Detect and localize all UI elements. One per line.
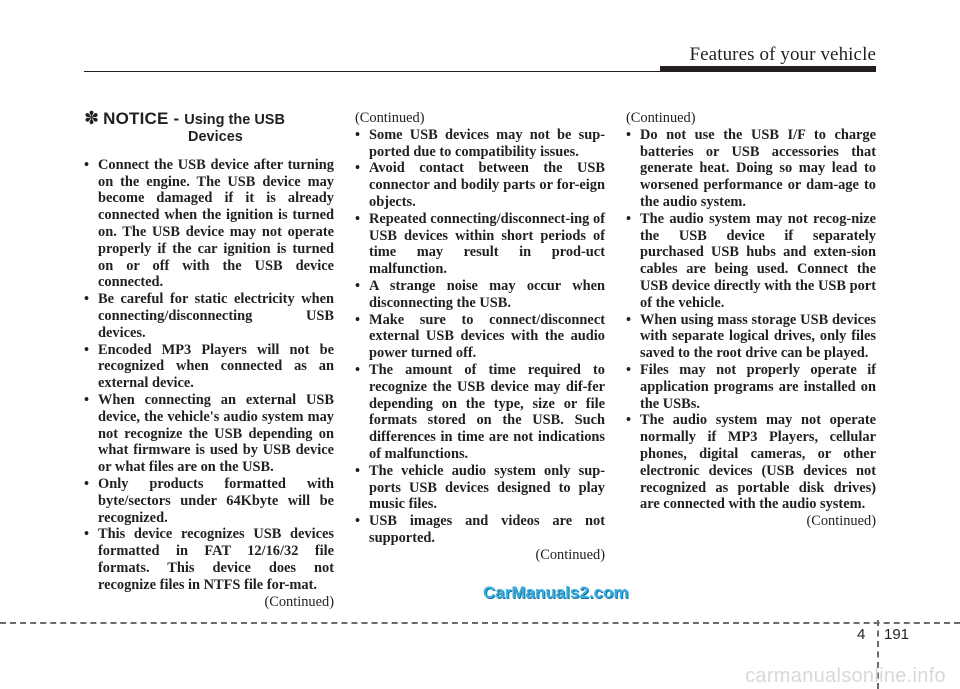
text-column-2 (355, 110, 605, 564)
bottom-watermark: carmanualsonline.info (745, 665, 946, 687)
list-item: • Avoid contact between the USB connector and bodily parts or for-eign objects. (355, 160, 605, 210)
list-item: • This device recognizes USB devices formatted in FAT 12/16/32 file formats. This device does not recognize files in NTFS file for-mat. (84, 526, 334, 593)
list-item: • The audio system may not recog-nize the USB device if separately purchased USB hubs and exten-sion cables are being used. Connect the USB device directly with the USB port of the vehicle. (626, 211, 876, 312)
list-item: • Make sure to connect/disconnect external USB devices with the audio power turned off. (355, 312, 605, 362)
footer-rule (0, 622, 960, 624)
list-item: • The amount of time required to recognize the USB device may dif-fer depending on the type, size or file formats stored on the USB. Such differences in time are not indications of malfunctions. (355, 362, 605, 463)
chapter-number: 4 (857, 626, 866, 643)
list-item: • Repeated connecting/disconnect-ing of USB devices within short periods of time may result in prod-uct malfunction. (355, 211, 605, 278)
text-column-1 (84, 110, 334, 610)
continued-heading: (Continued) (626, 110, 696, 126)
watermark-logo: CarManuals2.com (483, 583, 629, 602)
bullet-list (626, 127, 876, 513)
list-item: • USB images and videos are not supported. (355, 513, 605, 547)
notice-heading (84, 110, 334, 145)
list-item: • Files may not properly operate if application programs are installed on the USBs. (626, 362, 876, 412)
notice-subtitle-line2: Devices (188, 128, 243, 145)
list-item: • Only products formatted with byte/sectors under 64Kbyte will be recognized. (84, 476, 334, 526)
page-number: 191 (884, 626, 910, 643)
notice-star-icon: ✽ (84, 108, 100, 128)
list-item: • Connect the USB device after turning on the engine. The USB device may become damaged if it is already connected when the ignition is turned on. The USB device may not operate properly if the car ignition is turned on or off with the USB device connected. (84, 157, 334, 291)
notice-subtitle-line1: Using the USB (184, 112, 285, 128)
list-item: • When connecting an external USB device, the vehicle's audio system may not recognize the USB depending on what firmware is used by USB device or what files are on the USB. (84, 392, 334, 476)
continued-label: (Continued) (806, 513, 876, 530)
header-rule-accent (660, 66, 876, 72)
continued-label: (Continued) (535, 546, 605, 563)
list-item: • The vehicle audio system only sup-ports USB devices designed to play music files. (355, 463, 605, 513)
continued-heading: (Continued) (355, 110, 425, 126)
notice-label: NOTICE - (103, 109, 185, 128)
text-column-3 (626, 110, 876, 530)
list-item: • Do not use the USB I/F to charge batteries or USB accessories that generate heat. Doing so may lead to worsened performance or dam-age to the audio system. (626, 127, 876, 211)
continued-label: (Continued) (264, 593, 334, 610)
list-item: • When using mass storage USB devices with separate logical drives, only files saved to the root drive can be played. (626, 312, 876, 362)
list-item: • Be careful for static electricity when connecting/disconnecting USB devices. (84, 291, 334, 341)
list-item: • A strange noise may occur when disconnecting the USB. (355, 278, 605, 312)
list-item: • Encoded MP3 Players will not be recognized when connected as an external device. (84, 342, 334, 392)
list-item: • Some USB devices may not be sup-ported due to compatibility issues. (355, 127, 605, 161)
list-item: • The audio system may not operate normally if MP3 Players, cellular phones, digital cameras, or other electronic devices (USB devices not recognized as portable disk drives) are connected with the audio system. (626, 412, 876, 513)
bullet-list (84, 157, 334, 594)
bullet-list (355, 127, 605, 547)
section-title: Features of your vehicle (689, 44, 876, 65)
